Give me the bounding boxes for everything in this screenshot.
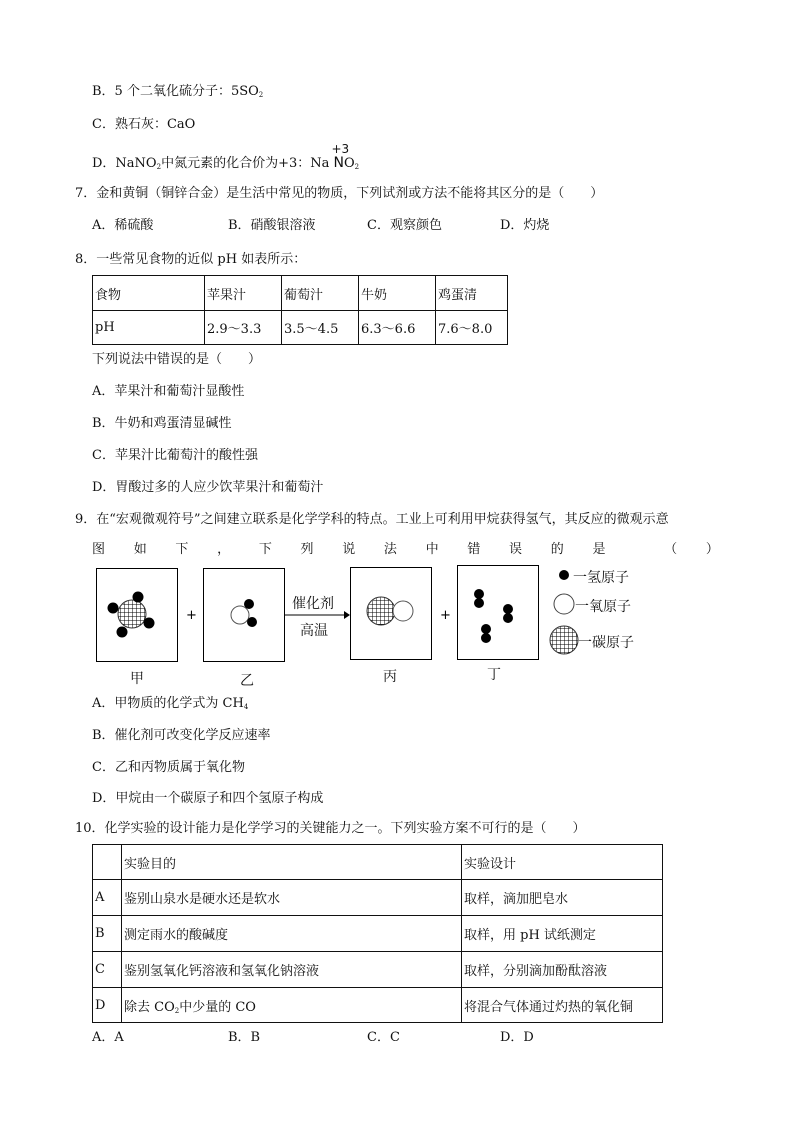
ph-table-cell: 6.3～6.6 [359,311,436,345]
ph-table-cell: 2.9～3.3 [205,311,282,345]
plus-sign: + [186,608,197,623]
q7-option-c: C．观察颜色 [367,218,442,233]
ph-table-cell: 苹果汁 [205,276,282,311]
ph-table-cell: 3.5～4.5 [282,311,359,345]
subscript: 4 [243,703,249,711]
experiment-table-cell: 鉴别山泉水是硬水还是软水 [122,880,462,916]
experiment-table-cell [93,845,122,880]
legend-oxygen-icon [554,594,574,614]
stem-char: 错 [467,542,481,557]
experiment-table-cell: A [93,880,122,916]
q7-stem: 7．金和黄铜（铜锌合金）是生活中常见的物质，下列试剂或方法不能将其区分的是（ ） [75,186,604,201]
experiment-table-cell: C [93,952,122,988]
hydrogen-atom [144,618,155,629]
experiment-table-cell [122,988,462,1023]
valence-element: N [333,155,344,171]
hydrogen-atom [474,598,484,608]
hydrogen-atom [481,624,491,634]
plus-sign: + [440,608,451,623]
stem-char: 图 [92,542,106,557]
q8-option-d: D．胃酸过多的人应少饮苹果汁和葡萄汁 [92,480,324,495]
hydrogen-atom [247,617,257,627]
stem-char: 下 [258,542,272,557]
q7-option-d: D．灼烧 [500,218,550,233]
q6-option-d-mid: 中氮元素的化合价为+3：Na [161,156,334,171]
q9-stem-line1: 9．在“宏观微观符号”之间建立联系是化学学科的特点。工业上可利用甲烷获得氢气，其反应的微观示意 [75,512,669,527]
q10-option-d: D．D [500,1030,534,1045]
ph-table-cell: pH [93,311,205,345]
condition-label: 高温 [300,623,328,639]
q9-option-a-text: A．甲物质的化学式为 CH [92,696,244,711]
legend-oxygen-label: 一氧原子 [575,599,631,615]
stem-char: 下 [175,542,189,557]
experiment-table-cell: 将混合气体通过灼热的氧化铜 [462,988,663,1023]
experiment-table-row [93,916,663,952]
experiment-table-row [93,988,663,1023]
stem-char: （ [664,542,678,557]
label-yi: 乙 [240,673,254,689]
carbon-atom [118,600,146,628]
experiment-table-cell: 实验设计 [462,845,663,880]
experiment-table-row [93,952,663,988]
valence-value: +3 [331,142,350,156]
stem-char: 是 [592,542,606,557]
q6-option-d-suffix: O [343,156,355,171]
label-ding: 丁 [487,667,501,683]
experiment-table-cell: 取样，用 pH 试纸测定 [462,916,663,952]
stem-char: 的 [550,542,564,557]
purpose-suffix: 中少量的 CO [179,999,256,1015]
hydrogen-atom [244,599,254,609]
subscript: 2 [174,1006,180,1015]
hydrogen-atom [503,604,513,614]
q8-option-c: C．苹果汁比葡萄汁的酸性强 [92,448,258,463]
q10-option-a: A．A [92,1030,124,1045]
q10-option-c: C．C [367,1030,400,1045]
oxygen-atom [231,606,249,624]
q6-option-b-text: B．5 个二氧化硫分子：5SO [92,84,259,99]
q7-option-b: B．硝酸银溶液 [228,218,316,233]
subscript: 2 [354,163,360,171]
box-ding [458,566,539,660]
q9-option-b: B．催化剂可改变化学反应速率 [92,728,271,743]
hydrogen-atom [503,613,513,623]
stem-char: 说 [342,542,356,557]
legend-hydrogen-label: 一氢原子 [573,570,629,586]
stem-char: 误 [509,542,523,557]
experiment-table-cell: 测定雨水的酸碱度 [122,916,462,952]
ph-table-cell: 7.6～8.0 [436,311,508,345]
legend-carbon-label: 一碳原子 [578,635,634,651]
subscript: 2 [156,163,162,171]
ph-table-cell: 食物 [93,276,205,311]
hydrogen-atom [117,627,128,638]
stem-char: 法 [383,542,397,557]
experiment-table-cell: 鉴别氢氧化钙溶液和氢氧化钠溶液 [122,952,462,988]
hydrogen-atom [108,603,119,614]
q7-option-a: A．稀硫酸 [92,218,154,233]
ph-table-cell: 牛奶 [359,276,436,311]
q9-option-c: C．乙和丙物质属于氧化物 [92,760,245,775]
hydrogen-atom [474,589,484,599]
experiment-table-cell: 取样，分别滴加酚酞溶液 [462,952,663,988]
q9-option-a [92,696,248,715]
stem-char: 如 [133,542,147,557]
label-bing: 丙 [383,669,397,685]
catalyst-label: 催化剂 [292,596,334,612]
stem-char: ） [705,542,719,557]
oxygen-atom [393,601,413,621]
experiment-table-cell: D [93,988,122,1023]
subscript: 2 [258,91,264,99]
experiment-table-cell: 实验目的 [122,845,462,880]
q8-question: 下列说法中错误的是（ ） [92,352,262,367]
carbon-atom [367,597,395,625]
experiment-table-cell: B [93,916,122,952]
hydrogen-atom [133,592,144,603]
label-jia: 甲 [130,671,144,687]
legend-hydrogen-icon [559,570,569,580]
q8-option-a: A．苹果汁和葡萄汁显酸性 [92,384,245,399]
ph-table-cell: 鸡蛋清 [436,276,508,311]
q8-stem: 8．一些常见食物的近似 pH 如表所示： [75,252,307,267]
purpose-prefix: 除去 CO [124,999,175,1015]
stem-char: 列 [300,542,314,557]
experiment-table-row [93,880,663,916]
experiment-table [92,844,663,1023]
arrow-head [344,611,350,619]
q6-option-d-prefix: D．NaNO [92,156,157,171]
q6-option-c: C．熟石灰：CaO [92,117,196,132]
legend-carbon-icon [550,626,578,654]
q10-stem: 10．化学实验的设计能力是化学学习的关键能力之一。下列实验方案不可行的是（ ） [75,821,586,836]
stem-char: 中 [425,542,439,557]
q8-option-b: B．牛奶和鸡蛋清显碱性 [92,416,232,431]
hydrogen-atom [481,633,491,643]
stem-char: ， [217,542,231,557]
ph-table-cell: 葡萄汁 [282,276,359,311]
experiment-table-header [93,845,663,880]
experiment-table-cell: 取样，滴加肥皂水 [462,880,663,916]
q10-option-b: B．B [228,1030,261,1045]
q9-option-d: D．甲烷由一个碳原子和四个氢原子构成 [92,791,324,806]
